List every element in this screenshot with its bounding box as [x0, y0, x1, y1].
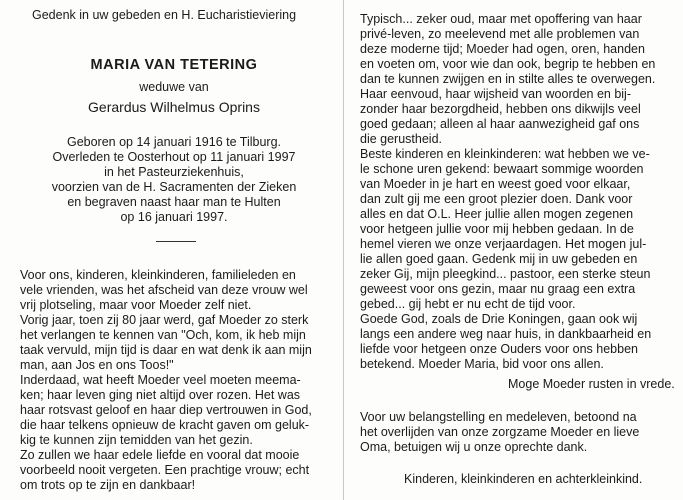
- body-line: zeker Gij, mijn pleegkind... pastoor, een sterke steun: [360, 267, 651, 281]
- bio-line: Geboren op 14 januari 1916 te Tilburg.: [66, 135, 282, 149]
- bio-line: in het Pasteurziekenhuis,: [104, 165, 244, 179]
- body-line: vele vrienden, was het afscheid van deze vrouw wel: [20, 283, 308, 297]
- body-line: goed gedaan; alleen al haar aanwezigheid gaf ons: [360, 117, 640, 131]
- thanks-line: Oma, betuigen wij u onze oprechte dank.: [360, 440, 588, 454]
- thanks-line: Voor uw belangstelling en medeleven, betoond na: [360, 410, 637, 424]
- bio-line: en begraven naast haar man te Hulten: [67, 195, 281, 209]
- body-line: dan te kunnen zwijgen en in stilte alles te overwegen.: [360, 72, 656, 86]
- body-line: Beste kinderen en kleinkinderen: wat hebben we ve-: [360, 147, 650, 161]
- body-line: taak vervuld, mijn tijd is daar en wat denk ik aan mijn: [20, 343, 312, 357]
- body-line: Typisch... zeker oud, maar met opoffering van haar: [360, 12, 642, 26]
- body-line: kig te kunnen zijn temidden van het gezin.: [20, 433, 253, 447]
- body-line: Goede God, zoals de Drie Koningen, gaan ook wij: [360, 312, 638, 326]
- body-line: Voor ons, kinderen, kleinkinderen, familieleden en: [20, 268, 296, 282]
- bio-line: Overleden te Oosterhout op 11 januari 1997: [52, 150, 296, 164]
- body-line: voorbeeld nooit vergeten. Een prachtige vrouw; echt: [20, 463, 310, 477]
- widow-of-label: weduwe van: [139, 80, 209, 94]
- body-line: zonder haar bezorgdheid, hebben ons dikwijls veel: [360, 102, 641, 116]
- body-line: gebed... gij hebt er nu echt de tijd voor.: [360, 297, 576, 311]
- body-line: langs een andere weg naar huis, in dankbaarheid en: [360, 327, 652, 341]
- body-line: het verlangen te kennen van "Och, kom, ik heb mijn: [20, 328, 306, 342]
- body-line: Zo zullen we haar edele liefde en vooral dat mooie: [20, 448, 300, 462]
- body-line: van Moeder in je hart en weest goed voor elkaar,: [360, 177, 631, 191]
- body-line: Haar eenvoud, haar wijsheid van woorden en bij-: [360, 87, 631, 101]
- body-line: liefde voor hetgeen onze Ouders voor ons hebben: [360, 342, 638, 356]
- bio-line: op 16 januari 1997.: [120, 210, 228, 224]
- body-line: betekend. Moeder Maria, bid voor ons allen.: [360, 357, 604, 371]
- fold-line: [343, 0, 344, 500]
- body-line: ken; haar leven ging niet altijd over rozen. Het was: [20, 388, 301, 402]
- body-line: haar rotsvast geloof en haar diep vertrouwen in God,: [20, 403, 312, 417]
- body-line: en voeten om, voor wie dan ook, begrip te hebben en: [360, 57, 656, 71]
- deceased-name: MARIA VAN TETERING: [90, 57, 258, 73]
- body-line: voor hetgeen jullie voor mij hebben gedaan. In de: [360, 222, 634, 236]
- body-line: le schone uren gekend: bewaart sommige woorden: [360, 162, 644, 176]
- thanks-line: het overlijden van onze zorgzame Moeder en lieve: [360, 425, 640, 439]
- body-line: man, aan Jos en ons Toos!": [20, 358, 174, 372]
- body-line: vrij plotseling, maar voor Moeder zelf niet.: [20, 298, 252, 312]
- body-line: om trots op te zijn en dankbaar!: [20, 478, 196, 492]
- body-line: hemel vieren we onze verjaardagen. Het mogen jul-: [360, 237, 647, 251]
- card-header: Gedenk in uw gebeden en H. Eucharistieviering: [32, 8, 297, 22]
- rest-in-peace: Moge Moeder rusten in vrede.: [508, 377, 675, 391]
- body-line: lie allen goed gaan. Gedenk mij in uw gebeden en: [360, 252, 638, 266]
- body-line: alles en dat O.L. Heer jullie allen mogen zegenen: [360, 207, 634, 221]
- body-line: Vorig jaar, toen zij 80 jaar werd, gaf Moeder zo sterk: [20, 313, 309, 327]
- bio-line: voorzien van de H. Sacramenten der Zieken: [51, 180, 297, 194]
- body-line: geweest voor ons gezin, maar nu graag een extra: [360, 282, 636, 296]
- family-signature: Kinderen, kleinkinderen en achterkleinkind.: [404, 472, 643, 486]
- body-line: dan zult gij me een groot plezier doen. Dank voor: [360, 192, 633, 206]
- body-line: deze moderne tijd; Moeder had ogen, oren, handen: [360, 42, 645, 56]
- body-line: Inderdaad, wat heeft Moeder veel moeten meema-: [20, 373, 301, 387]
- separator: [156, 241, 196, 242]
- body-line: die haar telkens opnieuw de kracht gaven om geluk-: [20, 418, 310, 432]
- body-line: die gerustheid.: [360, 132, 443, 146]
- body-line: privé-leven, zo meelevend met alle problemen van: [360, 27, 640, 41]
- husband-name: Gerardus Wilhelmus Oprins: [88, 99, 260, 115]
